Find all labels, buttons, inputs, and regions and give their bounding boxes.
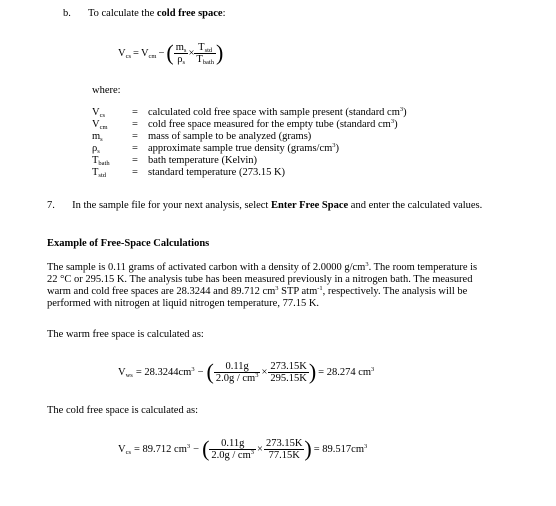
definition-row: $m_s$ = mass of sample to be analyzed (grams) <box>92 131 312 143</box>
fraction-mass-density: $\frac{m_s}{\rho_s}$ <box>175 41 187 66</box>
cold-free-space-equation <box>118 432 367 466</box>
warm-times: × <box>261 366 268 378</box>
fraction-temperature: $\frac{T_{std}}{T_{bath}}$ <box>196 41 214 66</box>
cold-result: = $89.517cm^3$ <box>313 442 368 455</box>
definition-row: $T_{std}$ = standard temperature (273.15 K) <box>92 167 286 179</box>
step-7-line <box>47 200 482 211</box>
warm-free-space-equation <box>118 355 374 389</box>
warm-lhs: $V_{ws}$ <box>118 366 133 379</box>
formula-minus: − <box>158 47 165 59</box>
example-paragraph <box>47 262 477 310</box>
example-line-4: performed with nitrogen at liquid nitrogen temperature, 77.15 K. <box>47 298 320 309</box>
cold-minus: − <box>193 443 200 455</box>
step-b-bold: cold free space <box>156 8 223 19</box>
definition-row: $T_{bath}$ = bath temperature (Kelvin) <box>92 155 258 167</box>
left-paren: ( <box>166 40 174 65</box>
cold-free-space-formula <box>118 36 223 70</box>
formula-times: × <box>188 47 195 59</box>
definition-row: $V_{cs}$ = calculated cold free space with sample present (standard $cm^3$) <box>92 106 407 119</box>
warm-intro: The warm free space is calculated as: <box>47 329 204 340</box>
warm-fraction-mass-density: $\frac{0.11g}{2.0g / cm^3}$ <box>215 360 259 384</box>
warm-minus: − <box>197 366 204 378</box>
definition-row: $\rho_s$ = approximate sample true density $(grams/cm^3)$ <box>92 142 340 155</box>
step-b-tail: : <box>222 8 226 19</box>
left-paren: ( <box>202 436 210 461</box>
example-line-1: The sample is 0.11 grams of activated carbon with a density of 2.0000 $g/cm^3$. The room temperature is <box>47 261 478 273</box>
step-b-line <box>63 8 226 19</box>
right-paren: ) <box>308 359 317 384</box>
cold-fraction-mass-density: $\frac{0.11g}{2.0g / cm^3}$ <box>211 437 255 461</box>
step-b-marker: b. <box>63 8 71 19</box>
right-paren: ) <box>304 436 312 461</box>
cold-intro: The cold free space is calculated as: <box>47 405 199 416</box>
definitions-list <box>92 107 532 187</box>
warm-result: = 28.274 $cm^3$ <box>318 365 375 378</box>
step-b-lead: To calculate the <box>87 8 157 19</box>
formula-equals: = <box>133 47 139 59</box>
example-line-3: warm and cold free spaces are 28.3244 and 89.712 $cm^3$ STP atm$^{-1}$, respectively. The analysis will be <box>47 285 468 297</box>
example-heading: Example of Free-Space Calculations <box>47 238 210 249</box>
cold-times: × <box>257 443 263 455</box>
step-7-marker: 7. <box>47 200 55 211</box>
cold-rhs: = 89.712 $cm^3$ <box>134 442 191 455</box>
step-7-bold: Enter Free Space <box>270 200 349 211</box>
example-line-2: 22 °C or 295.15 K. The analysis tube has been measured previously in a nitrogen bath. The measured <box>47 274 473 285</box>
warm-rhs: = $28.3244cm^3$ <box>135 365 195 378</box>
step-7-lead: In the sample file for your next analysis, select <box>72 200 271 211</box>
cold-lhs: $V_{cs}$ <box>118 443 132 456</box>
formula-vcm: $V_{cm}$ <box>140 47 157 60</box>
warm-fraction-temperature: $\frac{273.15K}{295.15K}$ <box>270 360 307 384</box>
step-7-tail: and enter the calculated values. <box>348 200 483 211</box>
left-paren: ( <box>206 359 214 384</box>
right-paren: ) <box>215 40 224 65</box>
formula-lhs: $V_{cs}$ <box>118 47 132 60</box>
cold-fraction-temperature: $\frac{273.15K}{77.15K}$ <box>265 437 303 461</box>
where-label: where: <box>92 85 121 96</box>
definition-row: $V_{cm}$ = cold free space measured for the empty tube (standard $cm^3$) <box>92 118 398 131</box>
